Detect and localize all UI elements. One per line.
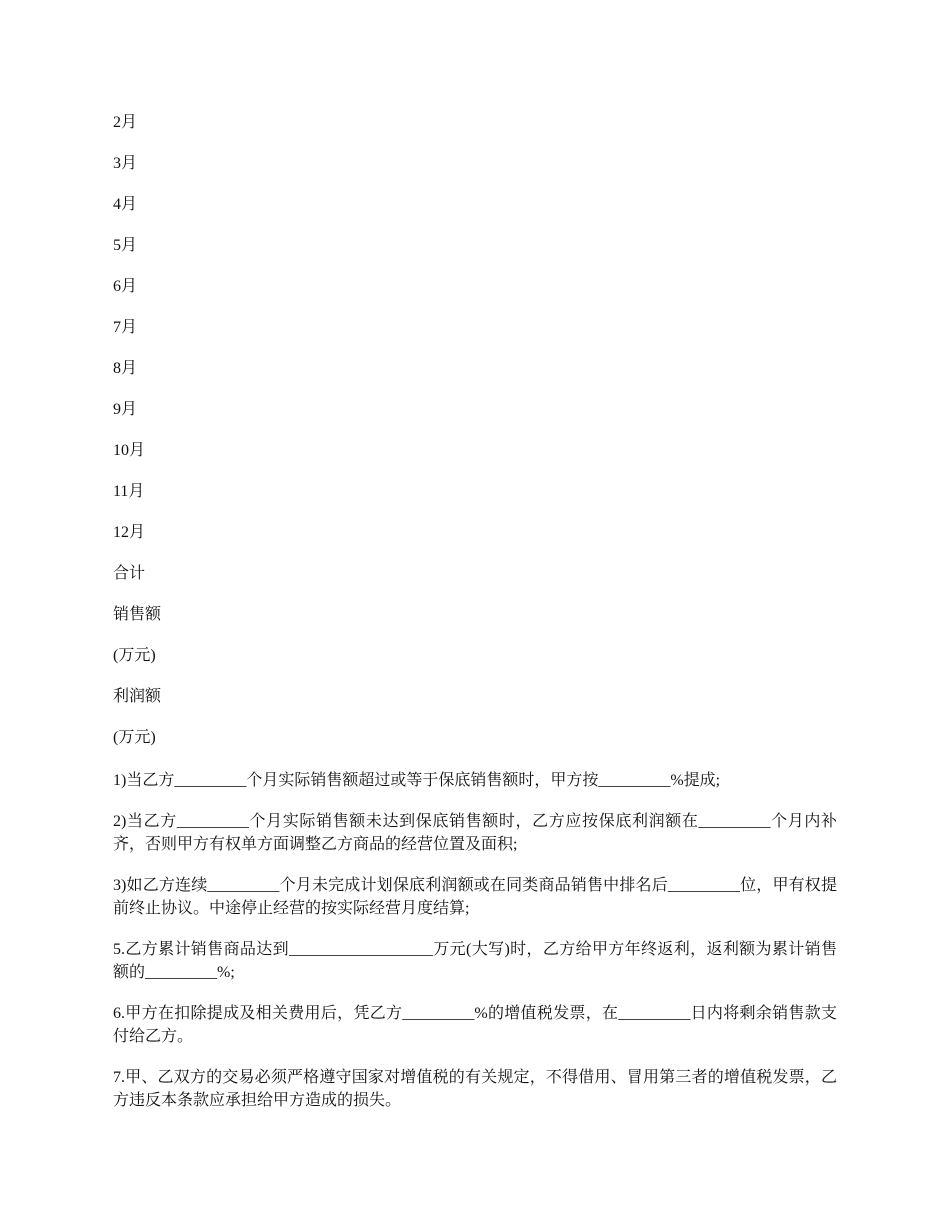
row-month-12: 12月	[113, 524, 146, 541]
row-month-5: 5月	[113, 237, 138, 254]
row-month-7: 7月	[113, 319, 138, 336]
row-month-8: 8月	[113, 360, 138, 377]
row-sales-unit: (万元)	[113, 647, 156, 664]
row-month-4: 4月	[113, 196, 138, 213]
row-month-9: 9月	[113, 401, 138, 418]
row-month-11: 11月	[113, 483, 145, 500]
row-profit-label: 利润额	[113, 688, 162, 705]
row-total: 合计	[113, 565, 146, 582]
row-month-3: 3月	[113, 155, 138, 172]
row-sales-label: 销售额	[113, 606, 162, 623]
clause-6: 6.甲方在扣除提成及相关费用后，凭乙方_________%的增值税发票，在_________日内将剩余销售款支付给乙方。	[113, 1005, 837, 1045]
document-page	[113, 113, 837, 1130]
clause-1: 1)当乙方_________个月实际销售额超过或等于保底销售额时，甲方按_________%提成;	[113, 772, 721, 789]
clause-5: 5.乙方累计销售商品达到__________________万元(大写)时，乙方给甲方年终返利，返利额为累计销售额的_________%;	[113, 941, 837, 981]
clause-7: 7.甲、乙双方的交易必须严格遵守国家对增值税的有关规定，不得借用、冒用第三者的增值税发票，乙方违反本条款应承担给甲方造成的损失。	[113, 1069, 837, 1109]
row-month-6: 6月	[113, 278, 138, 295]
row-month-10: 10月	[113, 442, 146, 459]
clause-3: 3)如乙方连续_________个月未完成计划保底利润额或在同类商品销售中排名后_________位，甲有权提前终止协议。中途停止经营的按实际经营月度结算;	[113, 877, 837, 917]
clause-2: 2)当乙方_________个月实际销售额未达到保底销售额时，乙方应按保底利润额在_________个月内补齐，否则甲方有权单方面调整乙方商品的经营位置及面积;	[113, 813, 837, 853]
row-month-2: 2月	[113, 114, 138, 131]
row-profit-unit: (万元)	[113, 729, 156, 746]
